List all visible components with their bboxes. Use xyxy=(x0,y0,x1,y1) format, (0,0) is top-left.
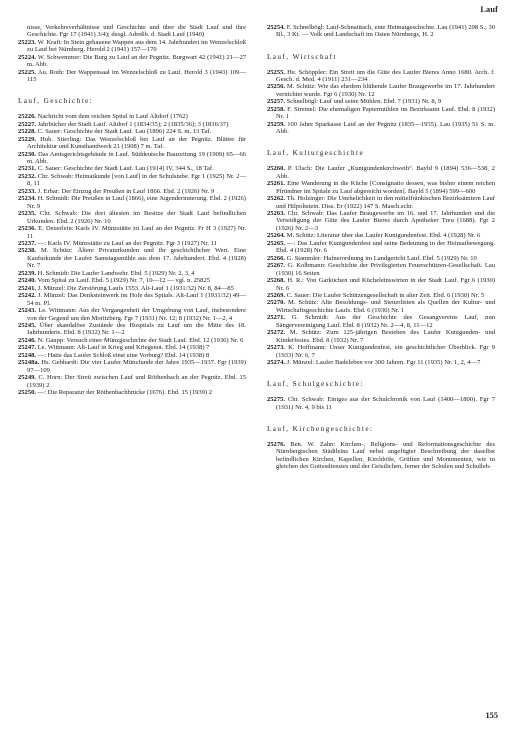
section-title: Lauf, xyxy=(267,380,290,389)
entry-text: J. Münzel: Das Denksteinwerk im Hofe des Spitals. Alt-Lauf 1 (1931/32) 49—54 m. Pl. xyxy=(27,292,246,307)
entry-number: 25224. xyxy=(18,53,37,61)
entry-number: 25261. xyxy=(267,180,286,188)
section-label: Schulgeschichte: xyxy=(292,380,364,389)
entry-text: W. Schwemmer: Die Burg zu Lauf an der Pegnitz. Burgwart 42 (1941) 21—27 m. Abb. xyxy=(27,53,246,69)
entry-text: J. Münzel: Die Zerstörung Laufs 1553. Alt-Lauf 1 (1931/32) Nr. 8, 84—85 xyxy=(37,284,234,292)
entry-text: —: Hatte das Laufer Schloß einst eine Vorburg? Ebd. 14 (1938) 8 xyxy=(37,351,210,359)
bibliography-entry xyxy=(18,151,246,166)
entry-number: 25240. xyxy=(18,277,37,285)
entry-number: 25268. xyxy=(267,277,286,285)
entry-text: M. Schütz: Alte Besoldungs- und Steuerlisten als Quellen der Kultur- und Wirtschaftsgeschichte Laufs. Ebd. 6 (1930) Nr. 1 xyxy=(276,299,496,314)
entry-number: 25266. xyxy=(267,254,286,262)
entry-number: 25272. xyxy=(267,329,286,337)
entry-number: 25249. xyxy=(18,374,37,382)
entry-number: 25276. xyxy=(267,440,286,448)
entry-text: W. Kraft: In Stein gehauene Wappen aus dem 14. Jahrhundert im Wenzelschloß zu Lauf bei Nürnberg. Herold 2 (1941) 157—170 xyxy=(27,38,246,54)
bibliography-entry xyxy=(18,113,246,120)
section-title: Lauf, xyxy=(267,424,290,433)
entry-number: 25259. xyxy=(267,120,286,128)
entry-text: Chr. Schwab: Das Laufer Braugewerbe im 16. und 17. Jahrhundert und die Verteidigung der Güte des Laufer Bieres durch Apotheker Treu (1688). Fgr 2 (1926) Nr. 2—3 xyxy=(276,209,495,232)
entry-number: 25271. xyxy=(267,314,286,322)
bibliography-entry xyxy=(267,180,495,195)
bibliography-entry xyxy=(18,121,246,128)
bibliography-entry xyxy=(18,322,246,337)
bibliography-entry xyxy=(18,210,246,225)
entry-text: M. Schütz: Wie das ehedem blühende Laufer Braugewerbe im 17. Jahrhundert vernichtet wurde. Fgr 6 (1930) Nr. 12 xyxy=(276,83,495,98)
entry-text: J. Erbar: Der Einzug der Preußen in Lauf 1866. Ebd. 2 (1926) Nr. 9 xyxy=(37,187,215,195)
entry-number: 25235. xyxy=(18,210,37,218)
entry-text: Ben. W. Zahn: Kirchen-, Religions- und Reformationsgeschichte des Nürnbergischen Städtleins Lauf nebst angefügter Beschreibung der daselbst befindlichen Kirchen, Kapellen, Kirchhöfe, Grüften und Monumenten, wie in gleichen des Gottesdienstes und der Geistlichen, ferner der Schulen und Schulleh- xyxy=(276,440,495,471)
entry-text: Eine Wanderung in die Küche [Consignatio dessen, was bisher einem reichen Pfründner im Spitale zu Lauf abgereicht worden]. Bayld 5 (1894) 599—600 xyxy=(276,180,496,195)
section-label: Geschichte: xyxy=(43,97,93,106)
entry-text: E. Deuerlein: Karls IV. Münzstätte zu Lauf an der Pegnitz. Fr H 3 (1927) Nr. 11 xyxy=(27,225,247,240)
bibliography-entry xyxy=(267,359,495,366)
entry-number: 25229. xyxy=(18,135,37,143)
entry-text: M. Schütz: Zum 125-jährigen Bestehen des Laufer Kunigunden- und Kinderfestes. Ebd. 8 (1932) Nr. 7 xyxy=(276,329,495,344)
bibliography-entry xyxy=(18,128,246,135)
entry-text: H. Schmidt: Die Preußen in Lauf (1866), eine Jugenderinnerung. Ebd. 2 (1926) Nr. 9 xyxy=(27,195,246,210)
entry-text: Le. Wittmann: Alt-Lauf in Krieg und Kriegsnot. Ebd. 14 (1938) 7 xyxy=(37,344,210,352)
section-label: Kulturgeschichte xyxy=(292,149,365,158)
bibliography-entry xyxy=(267,255,495,262)
entry-text: —: Die Reparatur der Röthenbachbrücke (1676). Ebd. 15 (1939) 2 xyxy=(37,389,213,397)
entry-number: 25233. xyxy=(18,187,37,195)
entry-number: 25225. xyxy=(18,68,37,76)
entry-number: 25267. xyxy=(267,262,286,270)
bibliography-entry xyxy=(18,277,246,284)
bibliography-entry xyxy=(267,441,495,471)
bibliography-entry xyxy=(18,337,246,344)
entry-text: C. Sauer: Geschichte der Stadt Lauf. Lau (1896) 224 S. m. 13 Taf. xyxy=(37,128,212,136)
entry-number: 25232. xyxy=(18,172,37,180)
section-title: Lauf, xyxy=(18,97,41,106)
entry-number: 25256. xyxy=(267,83,286,91)
section-heading-schulgeschichte xyxy=(267,381,495,388)
bibliography-entry xyxy=(267,396,495,411)
entry-text: Vom Spital zu Lauf. Ebd. 5 (1929) Nr. 7, 10—12 — vgl. n. 25825 xyxy=(37,277,210,285)
left-column xyxy=(18,24,246,396)
bibliography-entry xyxy=(267,232,495,239)
entry-text: M. Schütz: Literatur über das Laufer Kunigundenfest. Ebd. 4 (1928) Nr. 6 xyxy=(286,232,481,240)
entry-number: 25260. xyxy=(267,165,286,173)
right-column xyxy=(267,24,495,471)
entry-text: 100 Jahre Sparkasse Lauf an der Pegnitz (1835—1935). Lau (1935) 51 S. m. Abb. xyxy=(276,120,495,136)
section-label: Wirtschaft xyxy=(292,52,337,61)
section-label: Kirchengeschichte: xyxy=(292,424,374,433)
bibliography-entry xyxy=(18,270,246,277)
entry-number: 25274. xyxy=(267,359,286,367)
bibliography-entry xyxy=(267,344,495,359)
continued-entry: nisse, Verkehrsverhältnisse und Geschichte und über die Stadt Lauf und ihre Geschichte. Fgr 17 (1941) 3/4); desgl. Adreßb. d. Stadt Lauf (1940) xyxy=(27,24,246,39)
entry-text: P. Ulsch: Die Laufer „Kunigundenkirchweih“. Bayld 9 (1894) 536—538, 2 Abb. xyxy=(276,165,496,180)
section-heading-geschichte xyxy=(18,98,246,105)
entry-number: 25243. xyxy=(18,307,37,315)
entry-text: G. Schmidt: Aus der Geschichte des Gesangvereins Lauf, nun Sängervereinigung Lauf. Ebd. 8 (1932) Nr. 2—4, 8, 11—12 xyxy=(276,314,495,329)
section-heading-kirchengeschichte xyxy=(267,426,495,433)
bibliography-entry xyxy=(267,262,495,277)
bibliography-entry xyxy=(18,359,246,374)
entry-number: 25226. xyxy=(18,113,37,121)
entry-text: J. Münzel: Laufer Badeleben vor 300 Jahren. Fgr 11 (1935) Nr. 1, 2, 4—7 xyxy=(286,359,481,367)
entry-number: 25242. xyxy=(18,292,37,300)
entry-text: Hub. Stierling: Das Wenzelschloß bei Lauf an der Pegnitz. Blätter für Architektur und Kunsthandwerk 21 (1908) 7 m. Taf. xyxy=(27,135,246,151)
entry-number: 25255. xyxy=(267,68,286,76)
bibliography-entry xyxy=(267,277,495,292)
entry-text: Th. Holzinger: Die Unehelichkeit in den mittelfränkischen Bezirksämtern Lauf und Hilpoltstein. Diss. Er (1922) 147 S. Masch.schr. xyxy=(276,195,495,210)
entry-number: 25250. xyxy=(18,389,37,397)
entry-text: Chr. Schwab: Die drei ältesten im Besitze der Stadt Lauf befindlichen Urkunden. Ebd. 2 (1926) Nr. 10 xyxy=(27,210,246,225)
entry-text: Au. Roth: Der Wappensaal im Wenzelschloß zu Lauf. Herold 3 (1943) 109—115 xyxy=(27,68,246,84)
bibliography-entry xyxy=(267,210,495,232)
entry-number: 25246. xyxy=(18,336,37,344)
entry-text: Nachricht vom dem reichen Spital in Lauf Altdorf (1762) xyxy=(37,113,188,121)
entry-number: 25234. xyxy=(18,195,37,203)
entry-number: 25265. xyxy=(267,239,286,247)
bibliography-entry xyxy=(267,165,495,180)
section-title: Lauf, xyxy=(267,149,290,158)
bibliography-entry xyxy=(18,389,246,396)
section-heading-wirtschaft xyxy=(267,54,495,61)
entry-number: 25238. xyxy=(18,247,37,255)
entry-text: N. Gaupp: Versuch einer Münzgeschichte der Stadt Lauf. Ebd. 12 (1936) Nr. 6 xyxy=(37,336,244,344)
entry-text: Über skandalöse Zustände des Hospitals zu Lauf um die Mitte des 18. Jahrhunderts. Ebd. 8 (1932) Nr. 1—2 xyxy=(27,321,246,337)
entry-text: Das Amtsgerichtsgebäude in Lauf. Süddeutsche Bauzeitung 19 (1909) 65—66 m. Abb. xyxy=(27,150,246,165)
entry-text: H. R.: Von Garküchen und Kücheleinswirten in der Stadt Lauf. Fgr 6 (1930) Nr. 6 xyxy=(276,277,495,292)
entry-number: 25263. xyxy=(267,209,286,217)
entry-number: 25262. xyxy=(267,195,286,203)
bibliography-entry xyxy=(18,188,246,195)
entry-text: Hs. Gebhardt: Die vier Laufer Münzfunde der Jahre 1935—1937. Fgr (1939) 97—109 xyxy=(27,359,246,374)
bibliography-entry xyxy=(267,98,495,105)
bibliography-entry xyxy=(18,285,246,292)
page-number: 155 xyxy=(485,711,498,720)
entry-text: Chr. Schwab: Einiges aus der Schulchronik von Lauf (1400—1800). Fgr 7 (1931) Nr. 4, 9 bis 11 xyxy=(276,396,495,411)
bibliography-entry xyxy=(267,106,495,121)
entry-number: 25257. xyxy=(267,98,286,106)
bibliography-entry xyxy=(18,292,246,307)
bibliography-entry xyxy=(267,195,495,210)
bibliography-entry xyxy=(18,240,246,247)
entry-number: 25248. xyxy=(18,351,37,359)
bibliography-entry xyxy=(18,54,246,69)
entry-number: 25228. xyxy=(18,128,37,136)
entry-number: 25245. xyxy=(18,321,37,329)
bibliography-entry xyxy=(18,247,246,269)
bibliography-entry xyxy=(18,225,246,240)
entry-number: 25264. xyxy=(267,232,286,240)
entry-number: 25275. xyxy=(267,396,286,404)
entry-text: M. Schütz: Ältere Privaturkunden und ihr geschichtlicher Wert. Eine Kaufurkunde der Laufer Samstagsmühle aus dem 17. Jahrhundert. Ebd. 4 (1928) Nr. 7 xyxy=(27,247,246,270)
bibliography-entry xyxy=(267,24,495,39)
entry-text: Schnelbögl: Lauf und seine Mühlen. Ebd. 7 (1931) Nr. 8, 9 xyxy=(286,98,442,106)
section-title: Lauf, xyxy=(267,52,290,61)
entry-text: He. Schöppler: Ein Streit um die Güte des Laufer Bieres Anno 1680. Arch. f. Gesch. d. Med. 4 (1911) 231—234 xyxy=(276,68,496,83)
bibliography-entry xyxy=(267,314,495,329)
running-head: Lauf xyxy=(480,5,498,14)
entry-text: C. Sauer: Geschichte der Stadt Lauf. Lau (1914) IV, 344 S., 18 Taf. xyxy=(37,165,214,173)
bibliography-entry xyxy=(18,374,246,389)
entry-number: 25223. xyxy=(18,38,37,46)
entry-number: 25227. xyxy=(18,120,37,128)
entry-text: G. Kolbmann: Geschichte der Privilegierten Feuerschützen-Gesellschaft. Lau (1930) 16 Seiten xyxy=(276,262,495,277)
entry-number: 25231. xyxy=(18,165,37,173)
bibliography-entry xyxy=(18,307,246,322)
entry-text: Chr. Schwab: Heimatkunde [von Lauf] in der Schulstube. Fgr 1 (1925) Nr. 2—8, 11 xyxy=(27,172,246,188)
bibliography-entry xyxy=(18,39,246,54)
entry-text: Jahrbücher der Stadt Lauf. Altdorf 1 (1834/35); 2 (1835/36); 3 (1836/37) xyxy=(37,120,229,128)
bibliography-entry xyxy=(18,165,246,172)
entry-text: C. Horn: Der Streit zwischen Lauf und Röthenbach an der Pegnitz. Ebd. 15 (1939) 2 xyxy=(27,374,246,389)
bibliography-entry xyxy=(18,344,246,351)
bibliography-entry xyxy=(18,69,246,84)
bibliography-entry xyxy=(267,83,495,98)
bibliography-entry xyxy=(267,299,495,314)
entry-text: F. Stremel: Die ehemaligen Papiermühlen im Bezirksamt Lauf. Ebd. 8 (1932) Nr. 1 xyxy=(276,105,495,121)
entry-number: 25247. xyxy=(18,344,37,352)
entry-text: F. Schnelbögl: Lauf-Schnaittach, eine Heimatgeschichte. Lau (1941) 298 S., 30 Bl., 3 Kt. — Volk und Landschaft im Osten Nürnbergs, H. 2 xyxy=(276,24,495,39)
bibliography-entry xyxy=(18,173,246,188)
entry-text: —: Das Laufer Kunigundenfest und seine Bedeutung in der Heimatbewegung. Ebd. 4 (1928) Nr. 6 xyxy=(276,239,495,255)
entry-number: 25248a. xyxy=(18,359,40,367)
entry-number: 25237. xyxy=(18,239,37,247)
entry-number: 25270. xyxy=(267,299,286,307)
entry-text: Le. Wittmann: Aus der Vergangenheit der Umgebung von Lauf, insbesondere von der Gegend um den Moritzberg. Fgr 7 (1931) Nr. 12; 8 (1932) Nr. 1—2, 4 xyxy=(27,307,246,322)
entry-number: 25254. xyxy=(267,24,286,31)
bibliography-entry xyxy=(18,195,246,210)
entry-number: 25239. xyxy=(18,269,37,277)
entry-text: —: Karls IV. Münzstätte zu Lauf an der Pegnitz. Fgr 3 (1927) Nr. 11 xyxy=(37,239,217,247)
bibliography-entry xyxy=(18,136,246,151)
bibliography-entry xyxy=(267,329,495,344)
entry-text: H. Schmidt: Die Laufer Landwehr. Ebd. 5 (1929) Nr. 2, 3, 4 xyxy=(37,269,195,277)
entry-text: K. Hoffmann: Unser Kunigundenfest, ein geschichtlicher Überblick. Fgr 9 (1933) Nr. 6, 7 xyxy=(276,344,495,359)
entry-number: 25273. xyxy=(267,344,286,352)
section-heading-kulturgeschichte xyxy=(267,150,495,157)
bibliography-entry xyxy=(267,69,495,84)
entry-text: C. Sauer: Die Laufer Schützengesellschaft in alter Zeit. Ebd. 6 (1930) Nr. 5 xyxy=(286,291,485,299)
bibliography-entry xyxy=(267,240,495,255)
entry-number: 25230. xyxy=(18,150,37,158)
bibliography-entry xyxy=(18,352,246,359)
entry-number: 25269. xyxy=(267,291,286,299)
entry-number: 25236. xyxy=(18,225,37,233)
entry-number: 25258. xyxy=(267,105,286,113)
entry-number: 25241. xyxy=(18,284,37,292)
entry-text: G. Stammler: Hafnerordnung im Landgericht Lauf. Ebd. 5 (1929) Nr. 10 xyxy=(286,254,477,262)
bibliography-entry xyxy=(267,121,495,136)
bibliography-entry xyxy=(267,292,495,299)
